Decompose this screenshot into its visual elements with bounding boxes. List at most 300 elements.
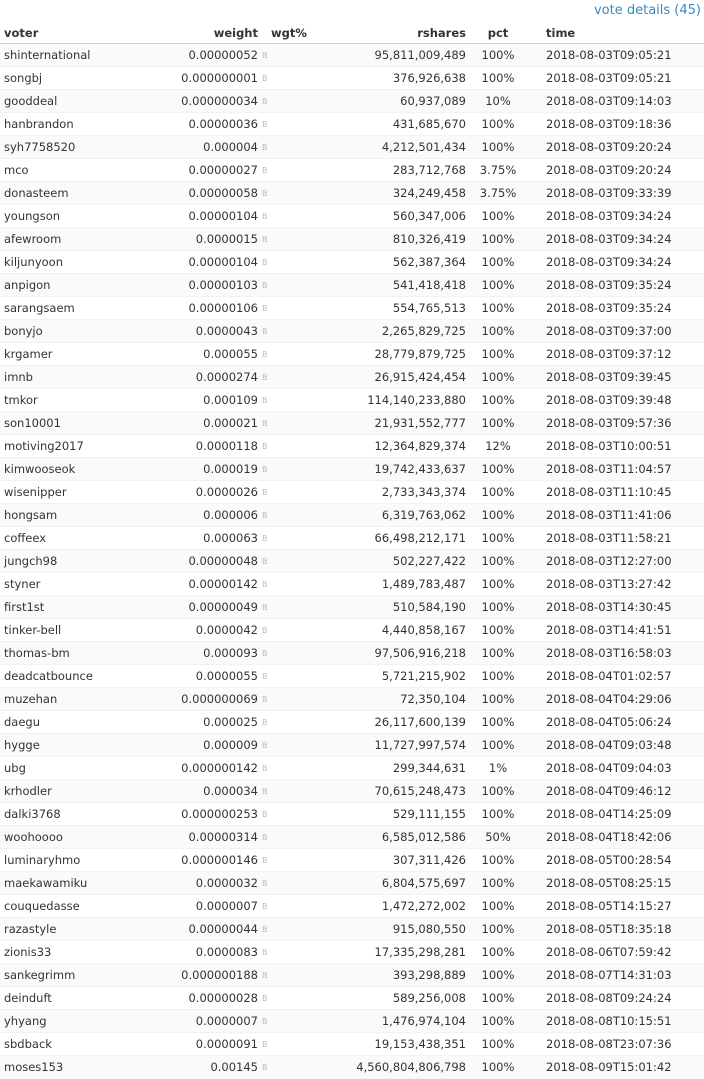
pct-cell: 100% — [466, 688, 534, 711]
weight-cell: 0.00000142 — [154, 573, 258, 596]
pct-cell: 100% — [466, 205, 534, 228]
time-cell: 2018-08-07T14:31:03 — [534, 964, 704, 987]
voter-cell[interactable]: wisenipper — [0, 481, 154, 504]
unit-icon: B — [258, 182, 268, 205]
unit-icon: B — [258, 964, 268, 987]
wgt-cell — [268, 113, 321, 136]
table-row — [0, 688, 704, 711]
weight-cell: 0.00000052 — [154, 44, 258, 67]
pct-cell: 100% — [466, 320, 534, 343]
rshares-cell: 26,915,424,454 — [321, 366, 466, 389]
time-cell: 2018-08-03T09:34:24 — [534, 251, 704, 274]
wgt-cell — [268, 642, 321, 665]
wgt-cell — [268, 665, 321, 688]
voter-cell[interactable]: syh7758520 — [0, 136, 154, 159]
voter-cell[interactable]: motiving2017 — [0, 435, 154, 458]
voter-cell[interactable]: sankegrimm — [0, 964, 154, 987]
weight-cell: 0.000000034 — [154, 90, 258, 113]
weight-cell: 0.00000314 — [154, 826, 258, 849]
time-cell: 2018-08-08T09:24:24 — [534, 987, 704, 1010]
wgt-cell — [268, 1033, 321, 1056]
rshares-cell: 541,418,418 — [321, 274, 466, 297]
rshares-cell: 393,298,889 — [321, 964, 466, 987]
unit-icon: B — [258, 527, 268, 550]
table-row — [0, 1056, 704, 1079]
weight-cell: 0.000000142 — [154, 757, 258, 780]
wgt-cell — [268, 320, 321, 343]
unit-icon: B — [258, 366, 268, 389]
voter-cell[interactable]: imnb — [0, 366, 154, 389]
wgt-cell — [268, 44, 321, 67]
weight-cell: 0.000034 — [154, 780, 258, 803]
pct-cell: 100% — [466, 504, 534, 527]
table-row — [0, 803, 704, 826]
weight-cell: 0.000000146 — [154, 849, 258, 872]
unit-icon: B — [258, 1033, 268, 1056]
time-cell: 2018-08-03T09:34:24 — [534, 228, 704, 251]
time-cell: 2018-08-05T08:25:15 — [534, 872, 704, 895]
voter-cell[interactable]: songbj — [0, 67, 154, 90]
unit-icon: B — [258, 320, 268, 343]
pct-cell: 100% — [466, 1010, 534, 1033]
voter-cell[interactable]: hygge — [0, 734, 154, 757]
voter-cell[interactable]: moses153 — [0, 1056, 154, 1079]
table-row — [0, 987, 704, 1010]
voter-cell[interactable]: yhyang — [0, 1010, 154, 1033]
pct-cell: 100% — [466, 711, 534, 734]
table-row — [0, 412, 704, 435]
wgt-cell — [268, 895, 321, 918]
voter-cell[interactable]: kimwooseok — [0, 458, 154, 481]
pct-cell: 100% — [466, 550, 534, 573]
weight-cell: 0.000000001 — [154, 67, 258, 90]
unit-icon: B — [258, 734, 268, 757]
voter-cell[interactable]: razastyle — [0, 918, 154, 941]
rshares-cell: 5,721,215,902 — [321, 665, 466, 688]
voter-cell[interactable]: tinker-bell — [0, 619, 154, 642]
voter-cell[interactable]: hongsam — [0, 504, 154, 527]
pct-cell: 100% — [466, 987, 534, 1010]
unit-icon: B — [258, 987, 268, 1010]
unit-icon: B — [258, 550, 268, 573]
rshares-cell: 431,685,670 — [321, 113, 466, 136]
wgt-cell — [268, 573, 321, 596]
time-cell: 2018-08-03T16:58:03 — [534, 642, 704, 665]
time-cell: 2018-08-08T23:07:36 — [534, 1033, 704, 1056]
rshares-cell: 17,335,298,281 — [321, 941, 466, 964]
col-voter-header[interactable]: voter — [0, 22, 154, 44]
time-cell: 2018-08-03T09:18:36 — [534, 113, 704, 136]
pct-cell: 10% — [466, 90, 534, 113]
pct-cell: 1% — [466, 757, 534, 780]
time-cell: 2018-08-03T09:34:24 — [534, 205, 704, 228]
votes-table — [0, 22, 704, 1079]
time-cell: 2018-08-03T09:39:45 — [534, 366, 704, 389]
pct-cell: 100% — [466, 780, 534, 803]
time-cell: 2018-08-03T14:41:51 — [534, 619, 704, 642]
weight-cell: 0.000019 — [154, 458, 258, 481]
weight-cell: 0.000006 — [154, 504, 258, 527]
wgt-cell — [268, 780, 321, 803]
pct-cell: 100% — [466, 297, 534, 320]
table-row — [0, 481, 704, 504]
unit-icon: B — [258, 504, 268, 527]
table-row — [0, 826, 704, 849]
voter-cell[interactable]: anpigon — [0, 274, 154, 297]
time-cell: 2018-08-05T00:28:54 — [534, 849, 704, 872]
time-cell: 2018-08-03T09:35:24 — [534, 297, 704, 320]
unit-icon: B — [258, 274, 268, 297]
voter-cell[interactable]: first1st — [0, 596, 154, 619]
voter-cell[interactable]: styner — [0, 573, 154, 596]
table-header-row — [0, 22, 704, 44]
weight-cell: 0.000025 — [154, 711, 258, 734]
pct-cell: 100% — [466, 389, 534, 412]
table-row — [0, 619, 704, 642]
unit-icon: B — [258, 205, 268, 228]
rshares-cell: 72,350,104 — [321, 688, 466, 711]
voter-cell[interactable]: shinternational — [0, 44, 154, 67]
wgt-cell — [268, 251, 321, 274]
voter-cell[interactable]: sbdback — [0, 1033, 154, 1056]
table-row — [0, 228, 704, 251]
weight-cell: 0.0000274 — [154, 366, 258, 389]
wgt-cell — [268, 67, 321, 90]
wgt-cell — [268, 412, 321, 435]
table-row — [0, 251, 704, 274]
table-row — [0, 389, 704, 412]
unit-icon: B — [258, 228, 268, 251]
rshares-cell: 21,931,552,777 — [321, 412, 466, 435]
table-row — [0, 366, 704, 389]
unit-icon: B — [258, 458, 268, 481]
voter-cell[interactable]: krgamer — [0, 343, 154, 366]
weight-cell: 0.00000044 — [154, 918, 258, 941]
table-row — [0, 642, 704, 665]
unit-icon: B — [258, 297, 268, 320]
table-row — [0, 274, 704, 297]
wgt-cell — [268, 205, 321, 228]
time-cell: 2018-08-04T09:46:12 — [534, 780, 704, 803]
voter-cell[interactable]: son10001 — [0, 412, 154, 435]
table-row — [0, 90, 704, 113]
wgt-cell — [268, 458, 321, 481]
unit-icon: B — [258, 895, 268, 918]
voter-cell[interactable]: thomas-bm — [0, 642, 154, 665]
pct-cell: 100% — [466, 251, 534, 274]
wgt-cell — [268, 504, 321, 527]
rshares-cell: 376,926,638 — [321, 67, 466, 90]
time-cell: 2018-08-03T09:33:39 — [534, 182, 704, 205]
weight-cell: 0.0000055 — [154, 665, 258, 688]
voter-cell[interactable]: muzehan — [0, 688, 154, 711]
voter-cell[interactable]: donasteem — [0, 182, 154, 205]
rshares-cell: 19,742,433,637 — [321, 458, 466, 481]
pct-cell: 100% — [466, 527, 534, 550]
unit-icon: B — [258, 90, 268, 113]
table-row — [0, 941, 704, 964]
voter-cell[interactable]: krhodler — [0, 780, 154, 803]
unit-icon: B — [258, 711, 268, 734]
pct-cell: 100% — [466, 343, 534, 366]
unit-icon: B — [258, 803, 268, 826]
weight-cell: 0.000009 — [154, 734, 258, 757]
weight-cell: 0.000000188 — [154, 964, 258, 987]
unit-icon: B — [258, 389, 268, 412]
time-cell: 2018-08-05T18:35:18 — [534, 918, 704, 941]
rshares-cell: 26,117,600,139 — [321, 711, 466, 734]
rshares-cell: 529,111,155 — [321, 803, 466, 826]
weight-cell: 0.000109 — [154, 389, 258, 412]
rshares-cell: 307,311,426 — [321, 849, 466, 872]
time-cell: 2018-08-04T09:03:48 — [534, 734, 704, 757]
weight-cell: 0.000055 — [154, 343, 258, 366]
rshares-cell: 554,765,513 — [321, 297, 466, 320]
rshares-cell: 299,344,631 — [321, 757, 466, 780]
table-row — [0, 596, 704, 619]
rshares-cell: 28,779,879,725 — [321, 343, 466, 366]
table-row — [0, 711, 704, 734]
table-row — [0, 504, 704, 527]
voter-cell[interactable]: coffeex — [0, 527, 154, 550]
voter-cell[interactable]: afewroom — [0, 228, 154, 251]
time-cell: 2018-08-06T07:59:42 — [534, 941, 704, 964]
voter-cell[interactable]: tmkor — [0, 389, 154, 412]
table-row — [0, 895, 704, 918]
wgt-cell — [268, 1010, 321, 1033]
rshares-cell: 510,584,190 — [321, 596, 466, 619]
pct-cell: 12% — [466, 435, 534, 458]
table-row — [0, 67, 704, 90]
table-row — [0, 320, 704, 343]
rshares-cell: 1,472,272,002 — [321, 895, 466, 918]
voter-cell[interactable]: dalki3768 — [0, 803, 154, 826]
pct-cell: 100% — [466, 941, 534, 964]
voter-cell[interactable]: sarangsaem — [0, 297, 154, 320]
table-row — [0, 1010, 704, 1033]
time-cell: 2018-08-03T10:00:51 — [534, 435, 704, 458]
weight-cell: 0.00000106 — [154, 297, 258, 320]
pct-cell: 100% — [466, 113, 534, 136]
weight-cell: 0.000021 — [154, 412, 258, 435]
unit-icon: B — [258, 343, 268, 366]
table-row — [0, 343, 704, 366]
table-row — [0, 918, 704, 941]
rshares-cell: 6,319,763,062 — [321, 504, 466, 527]
unit-icon: B — [258, 481, 268, 504]
col-unit-header — [258, 22, 268, 44]
wgt-cell — [268, 366, 321, 389]
time-cell: 2018-08-09T15:01:42 — [534, 1056, 704, 1079]
pct-cell: 3.75% — [466, 159, 534, 182]
voter-cell[interactable]: woohoooo — [0, 826, 154, 849]
weight-cell: 0.000093 — [154, 642, 258, 665]
votes-table-body — [0, 44, 704, 1079]
rshares-cell: 324,249,458 — [321, 182, 466, 205]
wgt-cell — [268, 389, 321, 412]
wgt-cell — [268, 550, 321, 573]
pct-cell: 50% — [466, 826, 534, 849]
rshares-cell: 60,937,089 — [321, 90, 466, 113]
table-row — [0, 964, 704, 987]
unit-icon: B — [258, 596, 268, 619]
time-cell: 2018-08-03T09:05:21 — [534, 44, 704, 67]
unit-icon: B — [258, 757, 268, 780]
time-cell: 2018-08-04T04:29:06 — [534, 688, 704, 711]
wgt-cell — [268, 182, 321, 205]
voter-cell[interactable]: gooddeal — [0, 90, 154, 113]
col-wgt-header[interactable]: wgt% — [268, 22, 321, 44]
pct-cell: 100% — [466, 642, 534, 665]
rshares-cell: 6,804,575,697 — [321, 872, 466, 895]
rshares-cell: 1,489,783,487 — [321, 573, 466, 596]
unit-icon: B — [258, 44, 268, 67]
unit-icon: B — [258, 826, 268, 849]
time-cell: 2018-08-03T11:04:57 — [534, 458, 704, 481]
wgt-cell — [268, 481, 321, 504]
wgt-cell — [268, 711, 321, 734]
unit-icon: B — [258, 573, 268, 596]
time-cell: 2018-08-03T14:30:45 — [534, 596, 704, 619]
pct-cell: 100% — [466, 1056, 534, 1079]
table-row — [0, 1033, 704, 1056]
pct-cell: 100% — [466, 596, 534, 619]
time-cell: 2018-08-04T01:02:57 — [534, 665, 704, 688]
unit-icon: B — [258, 780, 268, 803]
wgt-cell — [268, 734, 321, 757]
weight-cell: 0.0000091 — [154, 1033, 258, 1056]
weight-cell: 0.00145 — [154, 1056, 258, 1079]
voter-cell[interactable]: bonyjo — [0, 320, 154, 343]
voter-cell[interactable]: couquedasse — [0, 895, 154, 918]
unit-icon: B — [258, 113, 268, 136]
table-row — [0, 113, 704, 136]
voter-cell[interactable]: hanbrandon — [0, 113, 154, 136]
rshares-cell: 4,212,501,434 — [321, 136, 466, 159]
pct-cell: 100% — [466, 803, 534, 826]
wgt-cell — [268, 159, 321, 182]
unit-icon: B — [258, 918, 268, 941]
pct-cell: 100% — [466, 366, 534, 389]
rshares-cell: 915,080,550 — [321, 918, 466, 941]
wgt-cell — [268, 228, 321, 251]
rshares-cell: 562,387,364 — [321, 251, 466, 274]
unit-icon: B — [258, 251, 268, 274]
table-row — [0, 136, 704, 159]
weight-cell: 0.00000048 — [154, 550, 258, 573]
voter-cell[interactable]: daegu — [0, 711, 154, 734]
weight-cell: 0.00000049 — [154, 596, 258, 619]
time-cell: 2018-08-04T18:42:06 — [534, 826, 704, 849]
pct-cell: 100% — [466, 619, 534, 642]
rshares-cell: 2,733,343,374 — [321, 481, 466, 504]
wgt-cell — [268, 964, 321, 987]
col-time-header[interactable]: time — [534, 22, 704, 44]
pct-cell: 100% — [466, 228, 534, 251]
pct-cell: 100% — [466, 136, 534, 159]
pct-cell: 100% — [466, 918, 534, 941]
table-row — [0, 297, 704, 320]
table-row — [0, 780, 704, 803]
wgt-cell — [268, 136, 321, 159]
wgt-cell — [268, 596, 321, 619]
weight-cell: 0.000000069 — [154, 688, 258, 711]
time-cell: 2018-08-04T14:25:09 — [534, 803, 704, 826]
voter-cell[interactable]: mco — [0, 159, 154, 182]
time-cell: 2018-08-03T11:10:45 — [534, 481, 704, 504]
weight-cell: 0.00000028 — [154, 987, 258, 1010]
voter-cell[interactable]: ubg — [0, 757, 154, 780]
voter-cell[interactable]: kiljunyoon — [0, 251, 154, 274]
time-cell: 2018-08-08T10:15:51 — [534, 1010, 704, 1033]
voter-cell[interactable]: zionis33 — [0, 941, 154, 964]
time-cell: 2018-08-03T09:20:24 — [534, 159, 704, 182]
weight-cell: 0.00000103 — [154, 274, 258, 297]
wgt-cell — [268, 987, 321, 1010]
unit-icon: B — [258, 435, 268, 458]
voter-cell[interactable]: youngson — [0, 205, 154, 228]
rshares-cell: 66,498,212,171 — [321, 527, 466, 550]
wgt-cell — [268, 826, 321, 849]
voter-cell[interactable]: jungch98 — [0, 550, 154, 573]
pct-cell: 100% — [466, 412, 534, 435]
pct-cell: 100% — [466, 573, 534, 596]
weight-cell: 0.0000043 — [154, 320, 258, 343]
weight-cell: 0.0000015 — [154, 228, 258, 251]
col-pct-header[interactable]: pct — [466, 22, 534, 44]
wgt-cell — [268, 757, 321, 780]
vote-details-link[interactable]: vote details (45) — [593, 3, 701, 18]
wgt-cell — [268, 274, 321, 297]
col-weight-header[interactable]: weight — [154, 22, 258, 44]
pct-cell: 100% — [466, 458, 534, 481]
unit-icon: B — [258, 941, 268, 964]
voter-cell[interactable]: luminaryhmo — [0, 849, 154, 872]
weight-cell: 0.00000104 — [154, 205, 258, 228]
pct-cell: 100% — [466, 849, 534, 872]
pct-cell: 3.75% — [466, 182, 534, 205]
rshares-cell: 560,347,006 — [321, 205, 466, 228]
unit-icon: B — [258, 688, 268, 711]
rshares-cell: 19,153,438,351 — [321, 1033, 466, 1056]
table-row — [0, 665, 704, 688]
rshares-cell: 2,265,829,725 — [321, 320, 466, 343]
time-cell: 2018-08-03T09:05:21 — [534, 67, 704, 90]
pct-cell: 100% — [466, 1033, 534, 1056]
pct-cell: 100% — [466, 665, 534, 688]
unit-icon: B — [258, 642, 268, 665]
rshares-cell: 810,326,419 — [321, 228, 466, 251]
table-row — [0, 550, 704, 573]
unit-icon: B — [258, 159, 268, 182]
col-rshares-header[interactable]: rshares — [321, 22, 466, 44]
time-cell: 2018-08-03T09:14:03 — [534, 90, 704, 113]
wgt-cell — [268, 803, 321, 826]
unit-icon: B — [258, 872, 268, 895]
pct-cell: 100% — [466, 895, 534, 918]
pct-cell: 100% — [466, 872, 534, 895]
unit-icon: B — [258, 412, 268, 435]
weight-cell: 0.00000027 — [154, 159, 258, 182]
rshares-cell: 70,615,248,473 — [321, 780, 466, 803]
wgt-cell — [268, 343, 321, 366]
rshares-cell: 6,585,012,586 — [321, 826, 466, 849]
wgt-cell — [268, 941, 321, 964]
wgt-cell — [268, 297, 321, 320]
voter-cell[interactable]: maekawamiku — [0, 872, 154, 895]
voter-cell[interactable]: deadcatbounce — [0, 665, 154, 688]
voter-cell[interactable]: deinduft — [0, 987, 154, 1010]
